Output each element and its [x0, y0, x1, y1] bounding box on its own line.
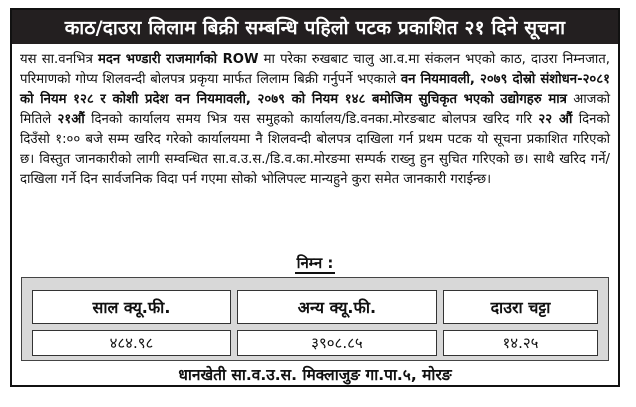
notice-body — [20, 50, 610, 190]
body-part-5: आजको मितिले — [20, 92, 610, 127]
header-other-cft: अन्य क्यू.फी. — [237, 290, 437, 324]
table-header-row — [32, 290, 598, 324]
nimna-label: निम्न : — [296, 254, 334, 272]
nimna-heading — [12, 253, 618, 273]
body-day-21: २१औं — [57, 112, 85, 127]
header-sal-cft: साल क्यू.फी. — [32, 290, 231, 324]
body-part-3: मा परेका रुखबाट चालु आ.व.मा संकलन भएको काठ, दाउरा निम्नजात, परिमाणको गोप्य शिलवन्दी बोलपत्र प्रकृया मार्फत लिलाम बिक्री गर्नुपर्ने भएकाले — [20, 52, 611, 87]
value-other-cft: ३९०८.८५ — [237, 330, 437, 356]
notice-footer: धानखेती सा.व.उ.स. मिक्लाजुङ गा.पा.५, मोरङ — [178, 366, 452, 384]
table-row — [32, 330, 598, 356]
body-part-1: यस सा.वनभित्र — [20, 52, 99, 67]
body-part-9: दिनको दिउँसो १:०० बजे सम्म खरिद गरेको कार्यालयमा नै शिलवन्दी बोलपत्र दाखिला गर्न प्रथम पटक यो सूचना प्रकाशित गरिएको छ। विस्तुत जानकारीको लागी सम्वन्धित सा.व.उ.स./डि.व.का.मोरङमा सम्पर्क राख्नु हुन सुचित गरिएको छ। साथै खरिद गर्ने/दाखिला गर्ने दिन सार्वजनिक विदा पर्न गएमा सोको भोलिपल्ट मान्यहुने कुरा समेत जानकारी गराईन्छ। — [20, 112, 610, 187]
body-part-7: दिनको कार्यालय समय भित्र यस समुहको कार्यालय/डि.वनका.मोरङबाट बोलपत्र खरिद गरि — [84, 112, 539, 127]
quantity-table — [21, 277, 609, 361]
body-day-22: २२ औं — [538, 112, 573, 127]
quantity-grid — [26, 284, 604, 362]
notice-frame — [10, 8, 620, 387]
value-sal-cft: ४८४.९८ — [32, 330, 231, 356]
header-firewood-stack: दाउरा चट्टा — [443, 290, 598, 324]
body-highway: मदन भण्डारी राजमार्गको ROW — [98, 52, 259, 67]
value-firewood-stack: १४.२५ — [443, 330, 598, 356]
body-regulation: वन नियमावली, २०७९ दोस्रो संशोधन-२०८१ को नियम १२८ र कोशी प्रदेश वन नियमावली, २०७९ को नियम १४८ बमोजिम सुचिकृत भएको उद्योगहरु मात्र — [20, 72, 611, 107]
notice-title: काठ/दाउरा लिलाम बिक्री सम्बन्धि पहिलो पटक प्रकाशित २१ दिने सूचना — [12, 10, 618, 44]
